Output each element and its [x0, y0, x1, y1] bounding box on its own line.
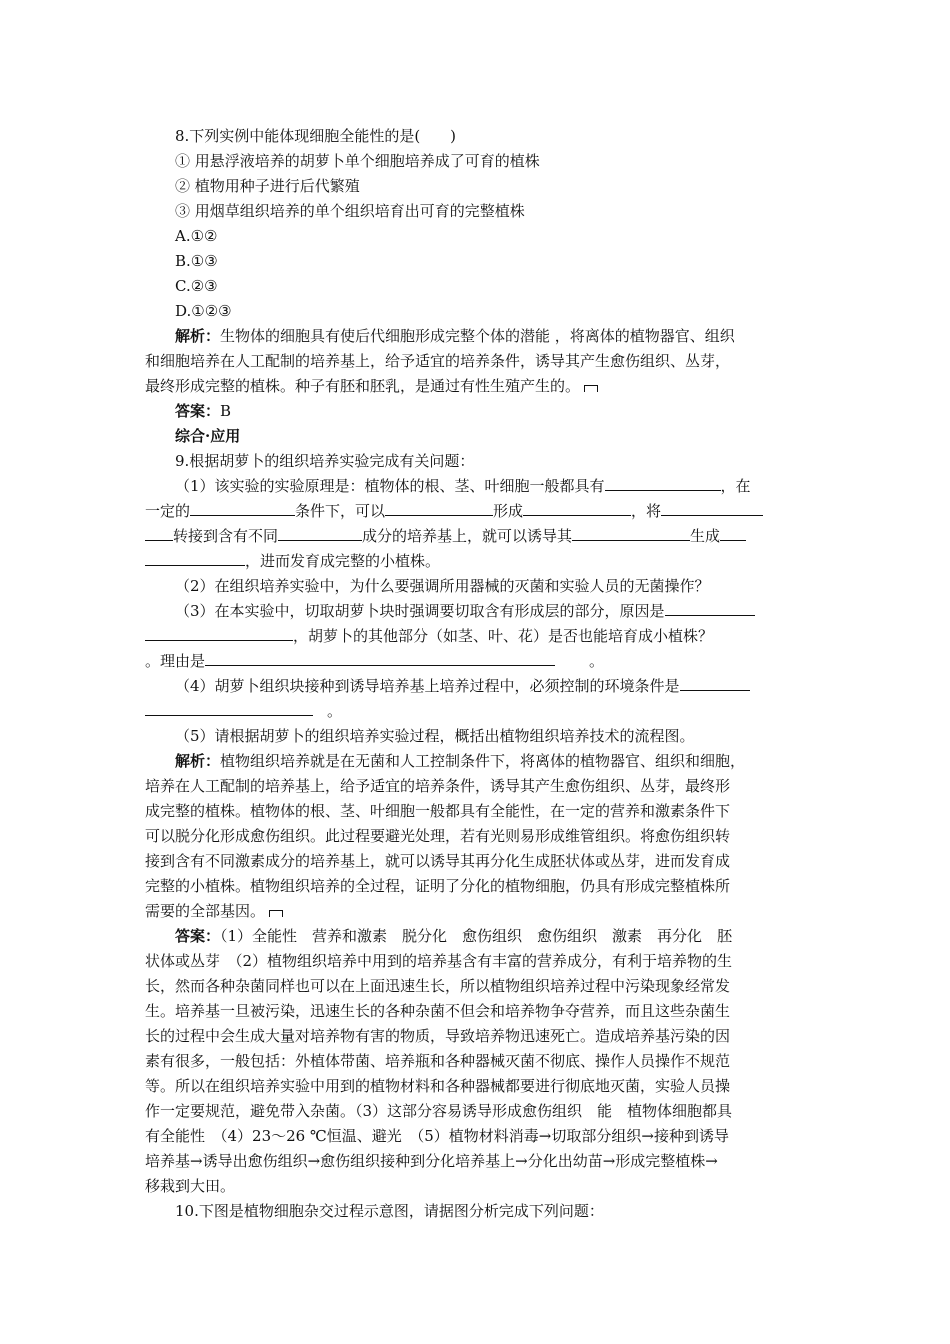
- q9-answer-line: [145, 924, 805, 949]
- q9-answer-line: 移栽到大田。: [145, 1177, 236, 1195]
- q8-item-1: ① 用悬浮液培养的胡萝卜单个细胞培养成了可育的植株: [175, 152, 540, 170]
- q8-analysis-text: 生物体的细胞具有使后代细胞形成完整个体的潜能 ，将离体的植物器官、组织: [220, 327, 735, 345]
- q8-analysis-text: 最终形成完整的植株。种子有胚和胚乳，是通过有性生殖产生的。: [145, 377, 581, 395]
- blank-line: [278, 525, 362, 541]
- q9-p1-text: 一定的: [145, 502, 191, 520]
- q9-analysis-line: 培养在人工配制的培养基上，给予适宜的培养条件，诱导其产生愈伤组织、丛芽，最终形: [145, 777, 731, 795]
- q9-analysis-label: 解析：: [175, 752, 221, 770]
- q8-option-c: C.②③: [175, 277, 218, 295]
- q8-answer-label: 答案：: [175, 402, 221, 420]
- blank-line: [145, 525, 173, 541]
- q9-answer-line: 有全能性 （4）23～26 ℃恒温、避光 （5）植物材料消毒→切取部分组织→接种到诱导: [145, 1127, 729, 1145]
- blank-line: [385, 500, 493, 516]
- q9-p5: （5）请根据胡萝卜的组织培养实验过程，概括出植物组织培养技术的流程图。: [175, 727, 695, 745]
- q9-answer-label: 答案：: [175, 927, 221, 945]
- q8-option-a: A.①②: [175, 227, 218, 245]
- q9-answer-line: 培养基→诱导出愈伤组织→愈伤组织接种到分化培养基上→分化出幼苗→形成完整植株→: [145, 1152, 718, 1170]
- q8-stem: 8.下列实例中能体现细胞全能性的是( ): [175, 127, 457, 145]
- section-title: 综合·应用: [175, 427, 241, 445]
- q9-analysis-line: [145, 749, 805, 774]
- q9-p1-line3: [145, 524, 805, 549]
- return-mark-icon: [584, 385, 598, 392]
- q8-analysis-line: [145, 324, 805, 349]
- blank-line: [145, 550, 245, 566]
- q9-p1-line4: [145, 549, 805, 574]
- q8-analysis-label: 解析：: [175, 327, 221, 345]
- q9-answer-line: 素有很多，一般包括：外植体带菌、培养瓶和各种器械灭菌不彻底、操作人员操作不规范: [145, 1052, 731, 1070]
- blank-line: [605, 475, 721, 491]
- q9-stem: 9.根据胡萝卜的组织培养实验完成有关问题：: [175, 452, 475, 470]
- blank-line: [145, 625, 293, 641]
- q10-stem: 10.下图是植物细胞杂交过程示意图，请据图分析完成下列问题：: [175, 1202, 604, 1220]
- q8-option-d: D.①②③: [175, 302, 232, 320]
- q9-p1-text: ，将: [631, 502, 662, 520]
- return-mark-icon: [269, 910, 283, 917]
- blank-line: [572, 525, 690, 541]
- q9-p4-line2: [145, 699, 805, 724]
- q9-analysis-line: 完整的小植株。植物组织培养的全过程，证明了分化的植物细胞，仍具有形成完整植株所: [145, 877, 731, 895]
- q9-p2: （2）在组织培养实验中，为什么要强调所用器械的灭菌和实验人员的无菌操作？: [175, 577, 710, 595]
- blank-line: [665, 600, 755, 616]
- q9-answer-text: （1）全能性 营养和激素 脱分化 愈伤组织 愈伤组织 激素 再分化 胚: [220, 927, 733, 945]
- q9-answer-line: 生。培养基一旦被污染，迅速生长的各种杂菌不但会和培养物争夺营养，而且这些杂菌生: [145, 1002, 731, 1020]
- q9-p1-text: 生成: [690, 527, 721, 545]
- q9-answer-line: 作一定要规范，避免带入杂菌。（3）这部分容易诱导形成愈伤组织 能 植物体细胞都具: [145, 1102, 733, 1120]
- q9-p1-text: ，进而发育成完整的小植株。: [245, 552, 441, 570]
- q9-answer-line: 等。所以在组织培养实验中用到的植物材料和各种器械都要进行彻底地灭菌，实验人员操: [145, 1077, 731, 1095]
- q9-analysis-line: 可以脱分化形成愈伤组织。此过程要避光处理，若有光则易形成维管组织。将愈伤组织转: [145, 827, 731, 845]
- document-page: [145, 124, 805, 1224]
- q9-p1-text: 条件下，可以: [295, 502, 386, 520]
- q9-p3-text: ，胡萝卜的其他部分（如茎、叶、花）是否也能培育成小植株？: [293, 627, 714, 645]
- q9-analysis-line: 成完整的植株。植物体的根、茎、叶细胞一般都具有全能性，在一定的营养和激素条件下: [145, 802, 731, 820]
- q9-p3-text: （3）在本实验中，切取胡萝卜块时强调要切取含有形成层的部分，原因是: [175, 602, 665, 620]
- q9-p1-text: ，在: [720, 477, 751, 495]
- q9-p1-line2: [145, 499, 805, 524]
- q8-option-b: B.①③: [175, 252, 218, 270]
- blank-line: [661, 500, 763, 516]
- q9-analysis-text: 植物组织培养就是在无菌和人工控制条件下，将离体的植物器官、组织和细胞，: [220, 752, 746, 770]
- q9-p3-text: 。理由是: [145, 652, 206, 670]
- q8-item-3: ③ 用烟草组织培养的单个组织培育出可育的完整植株: [175, 202, 525, 220]
- q9-analysis-line: 接到含有不同激素成分的培养基上，就可以诱导其再分化生成胚状体或丛芽，进而发育成: [145, 852, 731, 870]
- q9-p3-line3: [145, 649, 805, 674]
- q8-analysis-line: 和细胞培养在人工配制的培养基上，给予适宜的培养条件，诱导其产生愈伤组织、丛芽，: [145, 352, 731, 370]
- q9-analysis-line: [145, 899, 805, 924]
- blank-line: [190, 500, 295, 516]
- q8-analysis-line: [145, 374, 805, 399]
- q9-p4-text: （4）胡萝卜组织块接种到诱导培养基上培养过程中，必须控制的环境条件是: [175, 677, 680, 695]
- q9-answer-line: 状体或丛芽 （2）植物组织培养中用到的培养基含有丰富的营养成分，有利于培养物的生: [145, 952, 733, 970]
- q9-p1-line1: [145, 474, 805, 499]
- q8-answer: [145, 399, 805, 424]
- blank-line: [145, 700, 313, 716]
- blank-line: [680, 675, 750, 691]
- blank-line: [720, 525, 746, 541]
- q9-p3-line2: [145, 624, 805, 649]
- q9-p1-text: 转接到含有不同: [173, 527, 279, 545]
- q9-p1-text: 成分的培养基上，就可以诱导其: [362, 527, 573, 545]
- q9-p4-text: 。: [327, 702, 343, 720]
- q9-answer-line: 长的过程中会生成大量对培养物有害的物质，导致培养物迅速死亡。造成培养基污染的因: [145, 1027, 731, 1045]
- blank-line: [205, 650, 555, 666]
- q9-p4-line1: [145, 674, 805, 699]
- q9-answer-line: 长，然而各种杂菌同样也可以在上面迅速生长，所以植物组织培养过程中污染现象经常发: [145, 977, 731, 995]
- q9-analysis-text: 需要的全部基因。: [145, 902, 266, 920]
- q9-p3-line1: [145, 599, 805, 624]
- blank-line: [523, 500, 631, 516]
- q9-p1-text: （1）该实验的实验原理是：植物体的根、茎、叶细胞一般都具有: [175, 477, 605, 495]
- q8-item-2: ② 植物用种子进行后代繁殖: [175, 177, 360, 195]
- q8-answer-value: B: [220, 402, 232, 420]
- q9-p1-text: 形成: [493, 502, 524, 520]
- q9-p3-text: 。: [589, 652, 605, 670]
